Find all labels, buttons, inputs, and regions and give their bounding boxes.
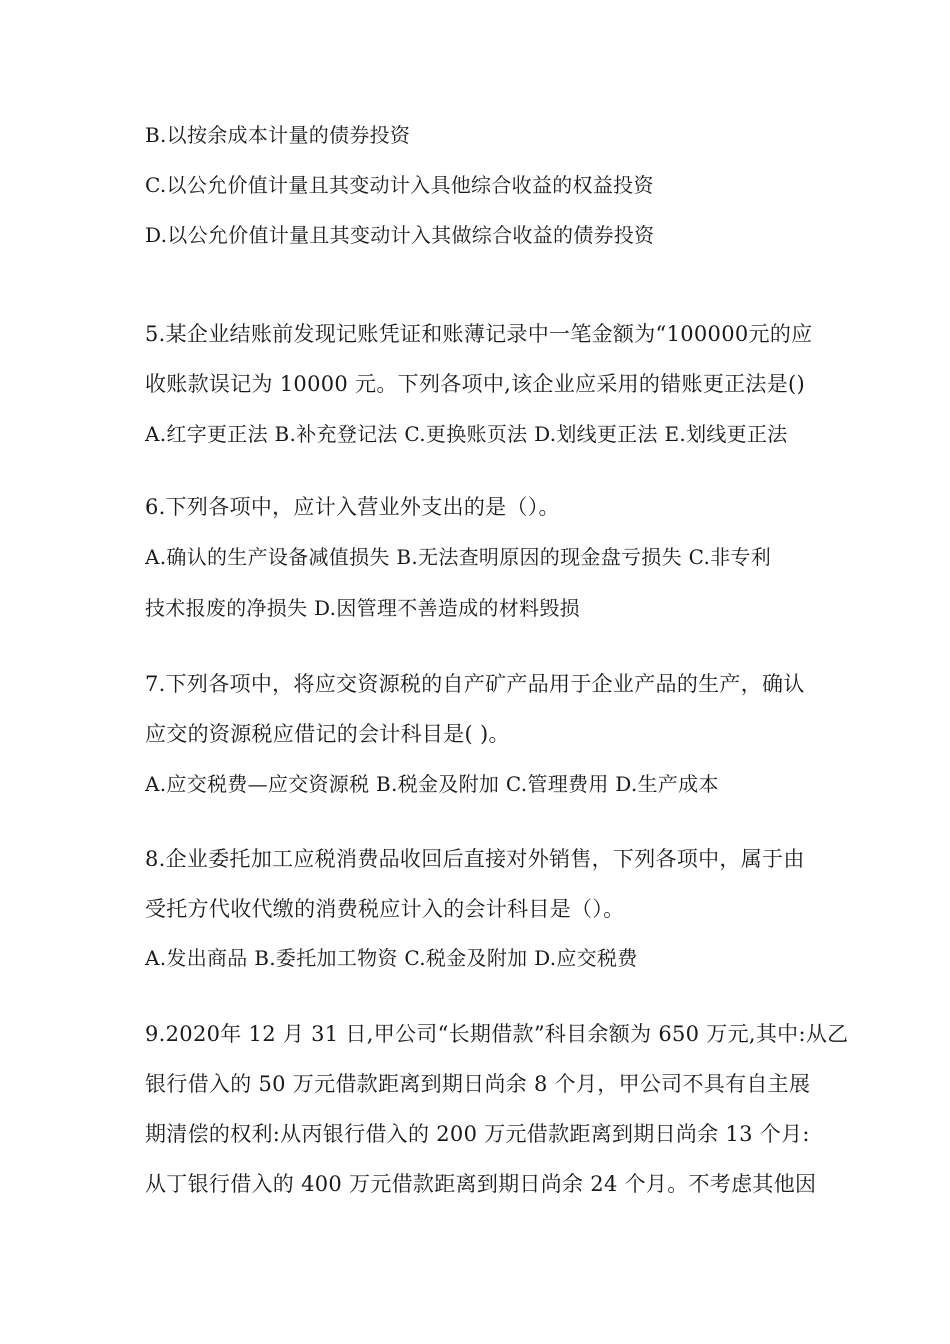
q5-stem-line-1: 5.某企业结账前发现记账凭证和账薄记录中一笔金额为“100000元的应	[145, 322, 813, 346]
q9-stem-line-4: 从丁银行借入的 400 万元借款距离到期日尚余 24 个月。不考虑其他因	[145, 1172, 817, 1196]
q8-stem-line-1: 8.企业委托加工应税消费品收回后直接对外销售，下列各项中，属于由	[145, 847, 805, 871]
q6-options-line-1: A.确认的生产设备减值损失 B.无法查明原因的现金盘亏损失 C.非专利	[145, 545, 772, 569]
q9-stem-line-3: 期清偿的权利:从丙银行借入的 200 万元借款距离到期日尚余 13 个月:	[145, 1122, 810, 1146]
q7-options: A.应交税费—应交资源税 B.税金及附加 C.管理费用 D.生产成本	[145, 772, 719, 796]
q8-stem-line-2: 受托方代收代缴的消费税应计入的会计科目是（）。	[145, 897, 625, 921]
q4-option-d: D.以公允价值计量且其变动计入其做综合收益的债券投资	[145, 223, 655, 247]
q6-stem: 6.下列各项中，应计入营业外支出的是（）。	[145, 495, 560, 519]
q8-options: A.发出商品 B.委托加工物资 C.税金及附加 D.应交税费	[145, 946, 638, 970]
q9-stem-line-2: 银行借入的 50 万元借款距离到期日尚余 8 个月，甲公司不具有自主展	[145, 1072, 811, 1096]
q7-stem-line-1: 7.下列各项中，将应交资源税的自产矿产品用于企业产品的生产，确认	[145, 672, 805, 696]
q7-stem-line-2: 应交的资源税应借记的会计科目是( )。	[145, 722, 510, 746]
q4-option-b: B.以按余成本计量的债券投资	[145, 123, 411, 147]
q4-option-c: C.以公允价值计量且其变动计入具他综合收益的权益投资	[145, 173, 654, 197]
q5-options: A.红字更正法 B.补充登记法 C.更换账页法 D.划线更正法 E.划线更正法	[145, 422, 788, 446]
q6-options-line-2: 技术报废的净损失 D.因管理不善造成的材料毁损	[145, 596, 580, 620]
q9-stem-line-1: 9.2020年 12 月 31 日,甲公司“长期借款”科目余额为 650 万元,其中:从乙	[145, 1022, 849, 1046]
q5-stem-line-2: 收账款误记为 10000 元。下列各项中,该企业应采用的错账更正法是()	[145, 372, 806, 396]
